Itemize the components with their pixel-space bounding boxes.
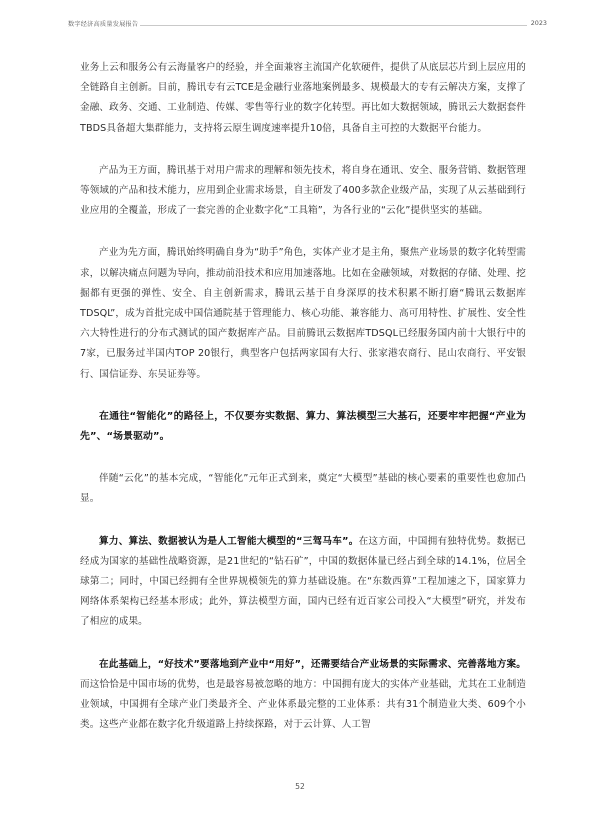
- report-title: 数字经济高质量发展报告: [68, 21, 139, 28]
- three-pillars-text: 在这方面，中国拥有独特优势。数据已经成为国家的基础性战略资源，是21世纪的“钻石矿”，中国的数据体量已经占到全球的14.1%，位居全球第二；同时，中国已经拥有全世界规模领先的算力基础设施。在“东数西算”工程加速之下，国家算力网络体系架构已经基本形成；此外，算法模型方面，国内已经有近百家公司投入“大模型”研究，并发布了相应的成果。: [80, 535, 526, 628]
- paragraph-three-pillars: [80, 532, 526, 633]
- paragraph-large-model: 伴随“云化”的基本完成，“智能化”元年正式到来，奠定“大模型”基础的核心要素的重要性也愈加凸显。: [80, 473, 526, 505]
- three-pillars-heading: 算力、算法、数据被认为是人工智能大模型的“三驾马车”。: [99, 535, 359, 547]
- industry-scenario-heading: 在此基础上，“好技术”要落地到产业中“用好”，还需要结合产业场景的实际需求、完善落地方案。: [99, 658, 526, 670]
- header-divider: [140, 25, 527, 26]
- page-body: [80, 58, 526, 735]
- report-year: 2023: [530, 19, 547, 27]
- page-header: [68, 19, 547, 33]
- page-number: 52: [295, 782, 305, 791]
- paragraph-industry-scenario: [80, 655, 526, 736]
- paragraph-intelligence-path: 在通往“智能化”的路径上，不仅要夯实数据、算力、算法模型三大基石，还要牢牢把握“产业为先”、“场景驱动”。: [80, 410, 526, 443]
- industry-scenario-text: 而这恰恰是中国市场的优势，也是最容易被忽略的地方：中国拥有庞大的实体产业基础，尤其在工业制造业领域，中国拥有全球产业门类最齐全、产业体系最完整的工业体系：共有31个制造业大类、609个小类。这些产业都在数字化升级道路上持续探路，对于云计算、人工智: [80, 678, 526, 731]
- paragraph-product-first: 产品为王方面，腾讯基于对用户需求的理解和领先技术，将自身在通讯、安全、服务营销、数据管理等领域的产品和技术能力，应用到企业需求场景，自主研发了400多款企业级产品，实现了从云基础到行业应用的全覆盖，形成了一套完善的企业数字化“工具箱”，为各行业的“云化”提供坚实的基础。: [80, 164, 526, 217]
- paragraph-private-cloud: 业务上云和服务公有云海量客户的经验，并全面兼容主流国产化软硬件，提供了从底层芯片到上层应用的全链路自主创新。目前，腾讯专有云TCE是金融行业落地案例最多、规模最大的专有云解决方案，支撑了金融、政务、交通、工业制造、传媒、零售等行业的数字化转型。再比如大数据领域，腾讯云大数据套件TBDS具备超大集群能力，支持将云原生调度速率提升10倍，具备自主可控的大数据平台能力。: [80, 62, 526, 134]
- paragraph-industry-first: 产业为先方面，腾讯始终明确自身为“助手”角色，实体产业才是主角，聚焦产业场景的数字化转型需求，以解决痛点问题为导向，推动前沿技术和应用加速落地。比如在金融领域，对数据的存储、处理、挖掘都有更强的弹性、安全、自主创新需求，腾讯云基于自身深厚的技术积累不断打磨“腾讯云数据库TDSQL”，成为首批完成中国信通院基于管理能力、核心功能、兼容能力、高可用特性、扩展性、安全性六大特性进行的分布式测试的国产数据库产品。目前腾讯云数据库TDSQL已经服务国内前十大银行中的7家，已服务过半国内TOP 20银行，典型客户包括两家国有大行、张家港农商行、昆山农商行、平安银行、国信证券、东吴证券等。: [80, 247, 526, 380]
